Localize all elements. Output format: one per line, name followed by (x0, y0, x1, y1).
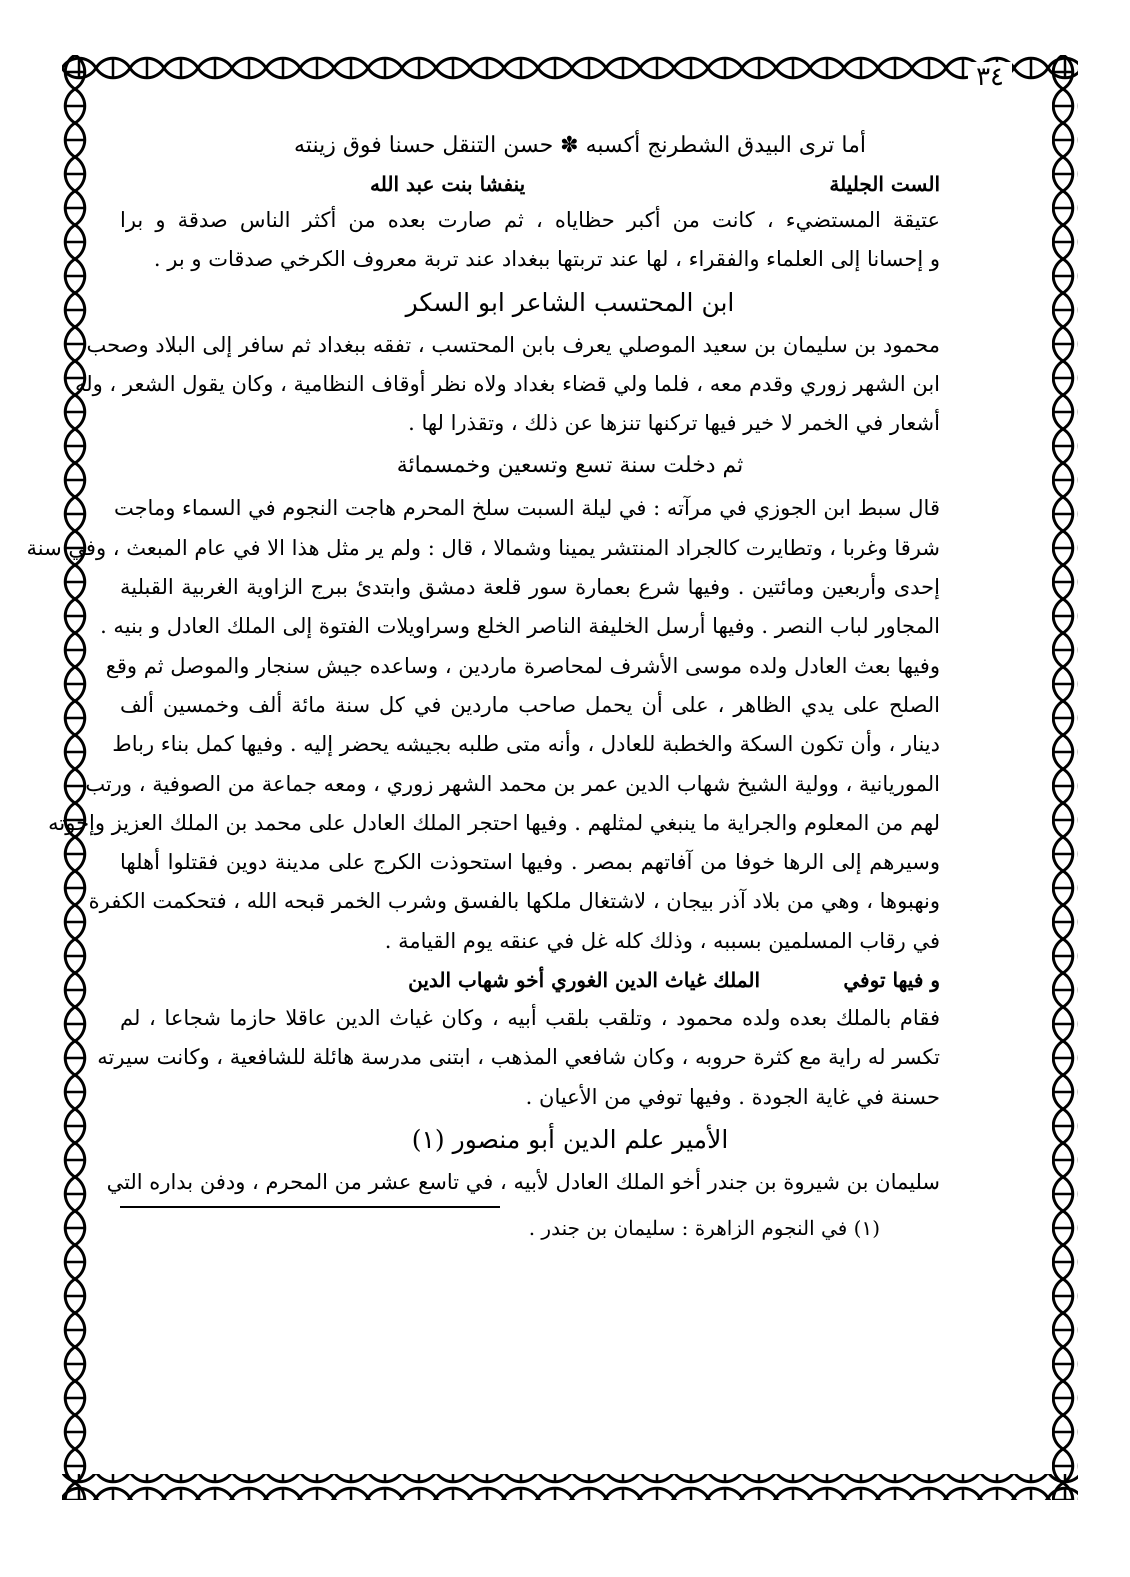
paragraph-line: عتيقة المستضيء ، كانت من أكبر حظاياه ، ثم صارت بعده من أكثر الناس صدقة و برا (120, 208, 940, 232)
paragraph-line: ونهبوها ، وهي من بلاد آذر بيجان ، لاشتغال ملكها بالفسق وشرب الخمر قبحه الله ، فتحكمت الكفرة (88, 889, 940, 914)
paragraph-line: المجاور لباب النصر . وفيها أرسل الخليفة الناصر الخلع وسراويلات الفتوة إلى الملك العادل و بنيه . (100, 614, 940, 639)
death-label: و فيها توفي (843, 968, 940, 993)
paragraph-line: الموريانية ، وولية الشيخ شهاب الدين عمر بن محمد الشهر زوري ، ومعه جماعة من الصوفية ، ورتب (85, 771, 940, 796)
paragraph-line: إحدى وأربعين ومائتين . وفيها شرع بعمارة سور قلعة دمشق وابتدئ ببرج الزاوية الغربية القبلية (120, 575, 940, 600)
paragraph-line: الصلح على يدي الظاهر ، على أن يحمل صاحب ماردين في كل سنة مائة ألف وخمسين ألف (120, 692, 940, 717)
paragraph-line: لهم من المعلوم والجراية ما ينبغي لمثلهم . وفيها احتجر الملك العادل على محمد بن الملك العزيز وإخوته (48, 810, 940, 835)
paragraph-line: فقام بالملك بعده ولده محمود ، وتلقب بلقب أبيه ، وكان غياث الدين عاقلا حازما شجاعا ، لم (120, 1006, 940, 1031)
death-notice-row (120, 961, 940, 999)
death-name: الملك غياث الدين الغوري أخو شهاب الدين (408, 968, 760, 993)
lady-name: ينفشا بنت عبد الله (370, 172, 526, 196)
section-heading-poet: ابن المحتسب الشاعر ابو السكر (405, 287, 735, 317)
page-body (26, 125, 940, 1248)
paragraph-line: قال سبط ابن الجوزي في مرآته : في ليلة السبت سلخ المحرم هاجت النجوم في السماء وماجت (113, 496, 940, 521)
lady-title-row (120, 167, 940, 201)
verse-line: أما ترى البيدق الشطرنج أكسبه ✽ حسن التنقل حسنا فوق زينته (294, 133, 866, 158)
paragraph-line: و إحسانا إلى العلماء والفقراء ، لها عند تربتها ببغداد عند تربة معروف الكرخي صدقات و بر . (153, 247, 940, 272)
section-heading-year: ثم دخلت سنة تسع وتسعين وخمسمائة (396, 453, 744, 479)
paragraph-line: محمود بن سليمان بن سعيد الموصلي يعرف بابن المحتسب ، تفقه ببغداد ثم سافر إلى البلاد وصحب (86, 332, 940, 357)
paragraph-line: ابن الشهر زوري وقدم معه ، فلما ولي قضاء بغداد ولاه نظر أوقاف النظامية ، وكان يقول الشعر ، وله (74, 371, 940, 396)
paragraph-line: في رقاب المسلمين بسببه ، وذلك كله غل في عنقه يوم القيامة . (384, 928, 940, 953)
lady-title: الست الجليلة (829, 172, 940, 196)
page-number: ٣٤ (968, 62, 1012, 92)
paragraph-line: سليمان بن شيروة بن جندر أخو الملك العادل لأبيه ، في تاسع عشر من المحرم ، ودفن بداره التي (106, 1169, 940, 1194)
paragraph-line: شرقا وغربا ، وتطايرت كالجراد المنتشر يمينا وشمالا ، قال : ولم ير مثل هذا الا في عام المبعث ، وفي سنة (26, 535, 940, 560)
paragraph-line: حسنة في غاية الجودة . وفيها توفي من الأعيان . (525, 1084, 940, 1109)
footnote: (١) في النجوم الزاهرة : سليمان بن جندر . (528, 1216, 880, 1241)
paragraph-line: أشعار في الخمر لا خير فيها تركنها تنزها عن ذلك ، وتقذرا لها . (408, 411, 940, 436)
paragraph-line: وسيرهم إلى الرها خوفا من آفاتهم بمصر . وفيها استحوذت الكرج على مدينة دوين فقتلوا أهلها (120, 850, 940, 875)
section-heading-emir: الأمير علم الدين أبو منصور (١) (411, 1124, 729, 1154)
paragraph-line: وفيها بعث العادل ولده موسى الأشرف لمحاصرة ماردين ، وساعده جيش سنجار والموصل ثم وقع (105, 653, 940, 678)
paragraph-line: دينار ، وأن تكون السكة والخطبة للعادل ، وأنه متى طلبه بجيشه يحضر إليه . وفيها كمل بناء رباط (112, 732, 940, 757)
paragraph-line: تكسر له راية مع كثرة حروبه ، وكان شافعي المذهب ، ابتنى مدرسة هائلة للشافعية ، وكانت سيرته (97, 1045, 940, 1070)
